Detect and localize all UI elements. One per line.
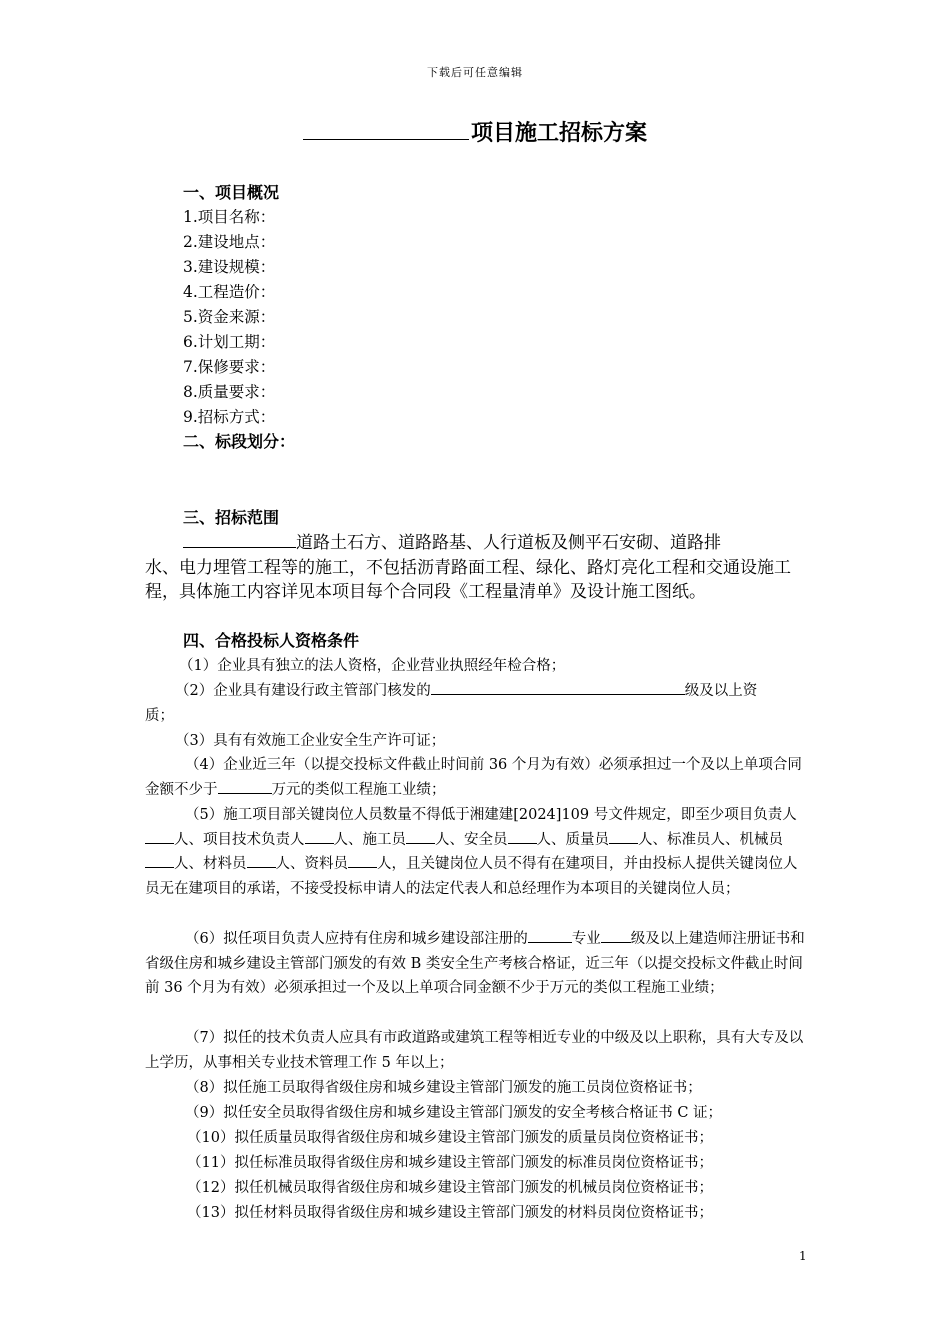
condition-5-text-e: 人、质量员: [536, 831, 609, 848]
section-heading-qualifications: 四、合格投标人资格条件: [183, 631, 360, 650]
condition-5-blank: [406, 829, 435, 844]
condition-4-text-a: （4）企业近三年（以提交投标文件截止时间前 36 个月为有效）必须承担过一个及以上单项合同金额不少于: [145, 757, 802, 798]
condition-1: （1）企业具有独立的法人资格，企业营业执照经年检合格；: [179, 658, 566, 674]
title-blank-line: [303, 121, 469, 140]
overview-item-scale: 3.建设规模：: [183, 258, 276, 276]
condition-5-text-f: 人、标准员人、机械员: [638, 831, 783, 848]
condition-2-text-c: 质；: [145, 707, 174, 724]
condition-5-blank: [145, 829, 174, 844]
scope-blank-line: [183, 529, 296, 548]
condition-6-blank: [528, 928, 572, 943]
scope-rest: 水、电力埋管工程等的施工，不包括沥青路面工程、绿化、路灯亮化工程和交通设施工程，具体施工内容详见本项目每个合同段《工程量清单》及设计施工图纸。: [145, 557, 791, 602]
condition-5-text-b: 人、项目技术负责人: [174, 831, 305, 848]
condition-2-text-b: 级及以上资: [684, 683, 758, 699]
section-heading-scope: 三、招标范围: [183, 508, 280, 527]
condition-9: （9）拟任安全员取得省级住房和城乡建设主管部门颁发的安全考核合格证书 C 证；: [185, 1105, 723, 1121]
condition-5-blank: [145, 853, 174, 868]
condition-5-blank: [609, 829, 638, 844]
condition-3: （3）具有有效施工企业安全生产许可证；: [175, 733, 446, 749]
condition-5-text-g: 人、材料员: [174, 856, 247, 873]
condition-6-text-a: （6）拟任项目负责人应持有住房和城乡建设部注册的: [185, 931, 528, 947]
condition-5-blank: [305, 829, 334, 844]
condition-6: [145, 927, 809, 1001]
title-text: 项目施工招标方案: [470, 121, 647, 146]
scope-paragraph: [145, 529, 809, 605]
condition-5-blank: [348, 853, 377, 868]
condition-13: （13）拟任材料员取得省级住房和城乡建设主管部门颁发的材料员岗位资格证书；: [187, 1205, 713, 1221]
condition-7: （7）拟任的技术负责人应具有市政道路或建筑工程等相近专业的中级及以上职称，具有大专及以上学历，从事相关专业技术管理工作 5 年以上；: [145, 1030, 804, 1071]
condition-8: （8）拟任施工员取得省级住房和城乡建设主管部门颁发的施工员岗位资格证书；: [185, 1080, 702, 1096]
overview-item-funding: 5.资金来源：: [183, 308, 276, 326]
condition-5-text-d: 人、安全员: [435, 831, 508, 848]
condition-10: （10）拟任质量员取得省级住房和城乡建设主管部门颁发的质量员岗位资格证书；: [187, 1130, 713, 1146]
condition-6-blank: [601, 928, 631, 943]
condition-5: [145, 803, 809, 901]
condition-2: [145, 679, 809, 728]
page-title: [0, 116, 950, 147]
condition-5-text-c: 人、施工员: [333, 831, 406, 848]
overview-item-location: 2.建设地点：: [183, 233, 276, 251]
condition-11: （11）拟任标准员取得省级住房和城乡建设主管部门颁发的标准员岗位资格证书；: [187, 1155, 713, 1171]
section-heading-overview: 一、项目概况: [183, 183, 280, 202]
condition-5-text-a: （5）施工项目部关键岗位人员数量不得低于湘建建[2024]109 号文件规定，即至少项目负责人: [185, 807, 797, 823]
condition-2-blank: [431, 680, 685, 695]
condition-4: [145, 753, 809, 802]
overview-item-duration: 6.计划工期：: [183, 333, 276, 351]
scope-line-1: 道路土石方、道路路基、人行道板及侧平石安砌、道路排: [296, 533, 721, 553]
condition-5-blank: [508, 829, 537, 844]
condition-4-blank: [218, 779, 272, 794]
page-number: 1: [799, 1249, 807, 1263]
condition-6-text-c: 级及以上建造师注册证书和省级住房和城乡建设主管部门颁发的有效 B 类安全生产考核合格证，近三年（以提交投标文件截止时间前 36 个月为有效）必须承担过一个及以上单项合同金额不少于万元的类似工程施工业绩；: [145, 931, 805, 997]
overview-item-method: 9.招标方式：: [183, 408, 276, 426]
condition-2-text-a: （2）企业具有建设行政主管部门核发的: [175, 683, 431, 699]
overview-item-name: 1.项目名称：: [183, 208, 276, 226]
condition-5-blank: [247, 853, 276, 868]
condition-5-text-h: 人、资料员: [275, 856, 348, 873]
section-heading-lots: 二、标段划分：: [183, 432, 296, 451]
overview-item-quality: 8.质量要求：: [183, 383, 276, 401]
condition-12: （12）拟任机械员取得省级住房和城乡建设主管部门颁发的机械员岗位资格证书；: [187, 1180, 713, 1196]
condition-5-text-i: 人，且关键岗位人员不得有在建项目，并由投标人提供关键岗位人员无在建项目的承诺，不接受投标申请人的法定代表人和总经理作为本项目的关键岗位人员；: [145, 856, 798, 897]
condition-4-text-b: 万元的类似工程施工业绩；: [271, 781, 446, 798]
overview-item-cost: 4.工程造价：: [183, 283, 276, 301]
overview-item-warranty: 7.保修要求：: [183, 358, 276, 376]
page-header-note: 下载后可任意编辑: [427, 66, 523, 79]
condition-6-text-b: 专业: [571, 931, 601, 947]
